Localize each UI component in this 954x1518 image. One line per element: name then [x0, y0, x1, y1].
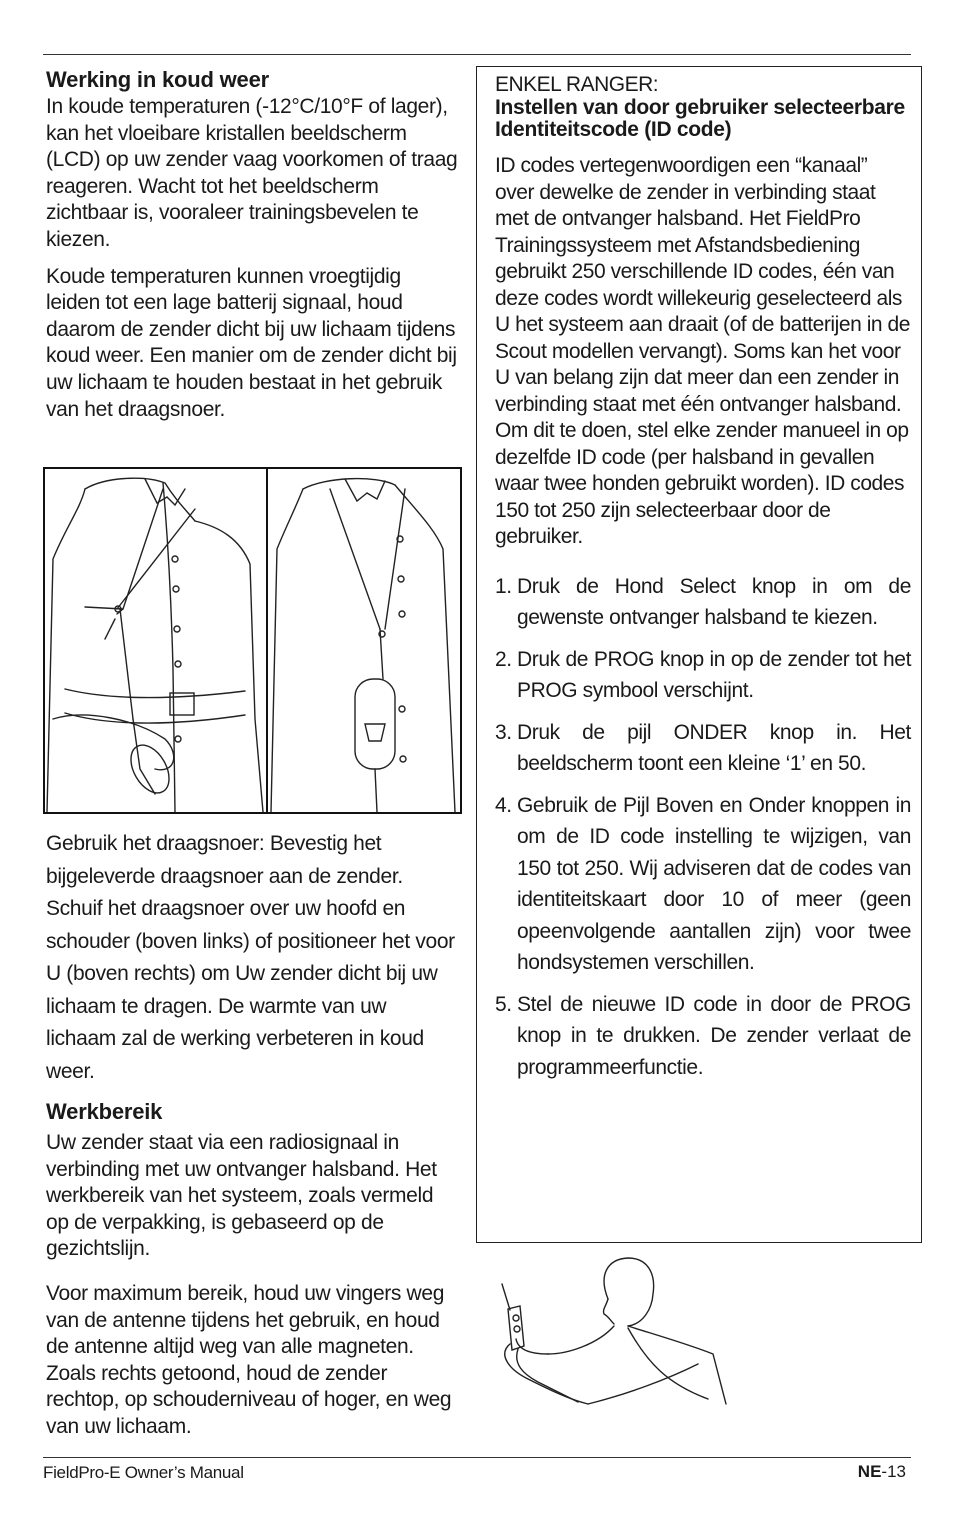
step-number: 2.	[495, 647, 512, 671]
step-text: Stel de nieuwe ID code in door de PROG knop in te drukken. De zender verlaat de programmeerfunctie.	[517, 992, 911, 1079]
box-title-ranger: ENKEL RANGER:	[495, 73, 659, 96]
step-item	[495, 717, 911, 780]
step-text: Gebruik de Pijl Boven en Onder knoppen in om de ID code instelling te wijzigen, van 150 tot 250. Wij adviseren dat de codes van identiteitskaart door 10 of meer (geen opeenvolgende aantallen zijn) voor twee hondsystemen verschillen.	[517, 793, 911, 974]
transmitter-holding-drawing	[488, 1254, 728, 1424]
lanyard-paragraph	[46, 828, 461, 1088]
step-number: 4.	[495, 793, 512, 817]
illustration-divider	[266, 469, 268, 812]
steps-list	[495, 571, 911, 1084]
range-heading: Werkbereik	[46, 1099, 163, 1124]
box-body: ID codes vertegenwoordigen een “kanaal” over dewelke de zender in verbinding staat met de ontvanger halsband. Het FieldPro Trainingssysteem met Afstandsbediening gebruikt 250 verschillende ID codes, één van deze codes wordt willekeurig geselecteerd als U het systeem aan draait (of de batterijen in de Scout modellen vervangt). Soms kan het voor U van belang zijn dat meer dan een zender in verbinding staat met één ontvanger halsband. Om dit te doen, stel elke zender manueel in op dezelfde ID code (per halsband in gevallen waar twee honden gebruikt worden). ID codes 150 tot 250 zijn selecteerbaar door de gebruiker.	[495, 154, 910, 548]
top-rule	[43, 54, 911, 55]
step-text: Druk de PROG knop in op de zender tot het PROG symbool verschijnt.	[517, 647, 911, 702]
footer-manual-title: FieldPro-E Owner’s Manual	[43, 1463, 244, 1482]
box-title-id-code: Instellen van door gebruiker selecteerbare Identiteitscode (ID code)	[495, 96, 905, 141]
footer-page: -13	[881, 1462, 906, 1481]
cold-weather-paragraph-2: Koude temperaturen kunnen vroegtijdig leiden tot een lage batterij signaal, houd daarom de zender dicht bij uw lichaam tijdens koud weer. Een manier om de zender dicht bij uw lichaam te houden bestaat in het gebruik van het draagsnoer.	[46, 264, 457, 421]
lanyard-lead: Gebruik het draagsnoer:	[46, 832, 265, 855]
step-item	[495, 644, 911, 707]
id-code-box-content	[495, 73, 911, 1093]
range-paragraph-1: Uw zender staat via een radiosignaal in verbinding met uw ontvanger halsband. Het werkbereik van het systeem, zoals vermeld op de verpakking, is gebaseerd op de gezichtslijn.	[46, 1131, 437, 1261]
footer-language-code: NE	[857, 1462, 882, 1481]
bottom-rule	[43, 1457, 911, 1458]
step-number: 5.	[495, 992, 512, 1016]
step-text: Druk de Hond Select knop in om de gewenste ontvanger halsband te kiezen.	[517, 574, 911, 629]
step-item	[495, 571, 911, 634]
step-item	[495, 790, 911, 979]
lanyard-illustration-drawing	[45, 469, 460, 812]
lanyard-section	[46, 828, 461, 1451]
step-item	[495, 989, 911, 1084]
range-paragraph-2: Voor maximum bereik, houd uw vingers weg van de antenne tijdens het gebruik, en houd de antenne altijd weg van alle magneten. Zoals rechts getoond, houd de zender rechtop, op schouderniveau of hoger, en weg van uw lichaam.	[46, 1281, 452, 1438]
left-column	[46, 66, 458, 433]
transmitter-holding-illustration	[488, 1254, 728, 1424]
lanyard-illustration	[43, 467, 462, 814]
step-number: 1.	[495, 574, 512, 598]
lanyard-text: Bevestig het bijgeleverde draagsnoer aan de zender. Schuif het draagsnoer over uw hoofd en schouder (boven links) of positioneer het voor U (boven rechts) om Uw zender dicht bij uw lichaam te dragen. De warmte van uw lichaam zal de werking verbeteren in koud weer.	[46, 832, 455, 1083]
cold-weather-paragraph-1: In koude temperaturen (-12°C/10°F of lager), kan het vloeibare kristallen beeldscherm (LCD) op uw zender vaag voorkomen of traag reageren. Wacht tot het beeldscherm zichtbaar is, vooraleer trainingsbevelen te kiezen.	[46, 95, 458, 251]
step-text: Druk de pijl ONDER knop in. Het beeldscherm toont een kleine ‘1’ en 50.	[517, 720, 911, 775]
id-code-box	[476, 66, 922, 1243]
cold-weather-heading: Werking in koud weer	[46, 67, 269, 92]
footer-page-number	[858, 1462, 906, 1482]
step-number: 3.	[495, 720, 512, 744]
